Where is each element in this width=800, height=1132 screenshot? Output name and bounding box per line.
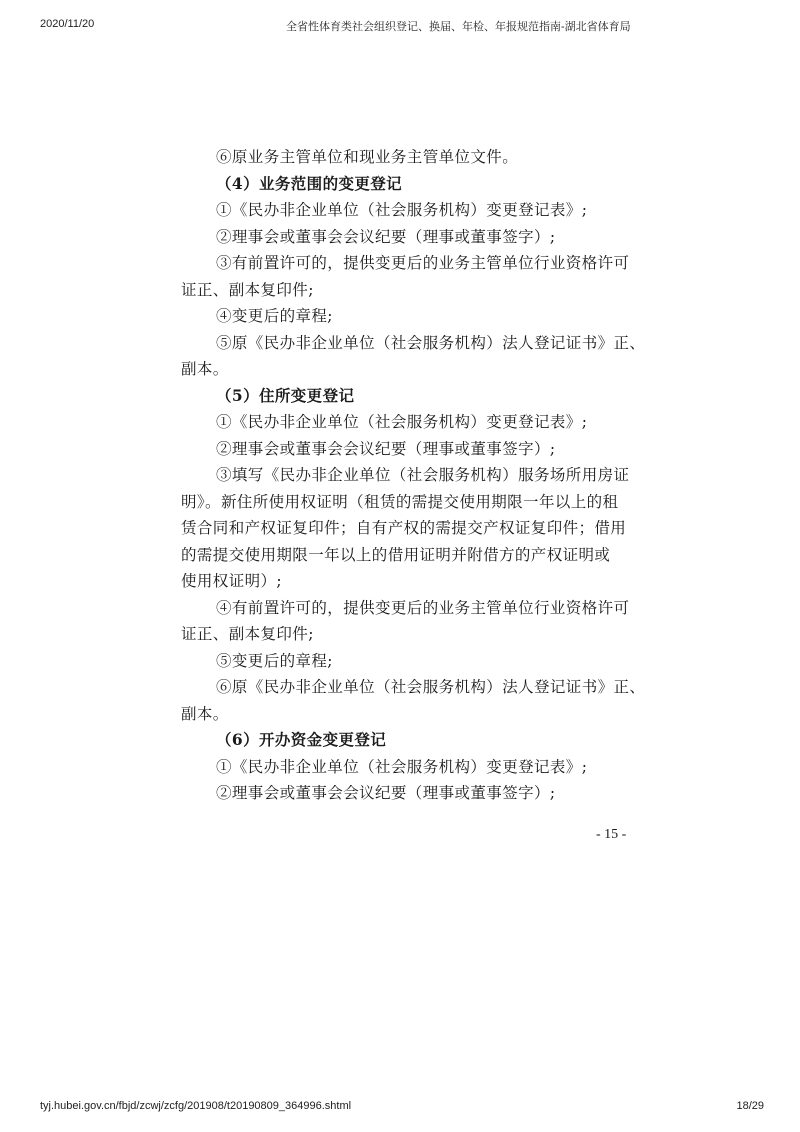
body-line: 的需提交使用期限一年以上的借用证明并附借方的产权证明或 — [181, 545, 611, 564]
section-heading: （4）业务范围的变更登记 — [216, 173, 403, 193]
section-heading: （5）住所变更登记 — [216, 385, 355, 405]
body-line: ①《民办非企业单位（社会服务机构）变更登记表》; — [216, 757, 588, 776]
body-line: ⑥原《民办非企业单位（社会服务机构）法人登记证书》正、 — [216, 678, 646, 696]
page-number: - 15 - — [596, 827, 627, 842]
body-line: 使用权证明）; — [181, 572, 283, 590]
body-line: ②理事会或董事会会议纪要（理事或董事签字）; — [216, 439, 556, 458]
body-line: ⑤原《民办非企业单位（社会服务机构）法人登记证书》正、 — [216, 333, 646, 352]
body-line: 证正、副本复印件; — [181, 280, 314, 299]
body-line: ③有前置许可的，提供变更后的业务主管单位行业资格许可 — [216, 254, 630, 272]
body-line: ④变更后的章程; — [216, 307, 333, 325]
body-line: 赁合同和产权证复印件；自有产权的需提交产权证复印件；借用 — [181, 519, 627, 537]
body-line: 副本。 — [181, 360, 229, 378]
page-url: tyj.hubei.gov.cn/fbjd/zcwj/zcfg/201908/t20190809_364996.shtml — [40, 1100, 352, 1112]
body-line: ①《民办非企业单位（社会服务机构）变更登记表》; — [216, 201, 588, 219]
body-line: ⑥原业务主管单位和现业务主管单位文件。 — [216, 148, 519, 166]
body-line: 副本。 — [181, 704, 229, 723]
print-date: 2020/11/20 — [40, 18, 95, 30]
body-line: ②理事会或董事会会议纪要（理事或董事签字）; — [216, 227, 556, 246]
document-body — [181, 144, 646, 807]
print-header — [0, 18, 800, 34]
body-line: 证正、副本复印件; — [181, 625, 314, 643]
print-footer — [0, 1100, 800, 1116]
section-heading: （6）开办资金变更登记 — [216, 730, 387, 749]
body-line: ⑤变更后的章程; — [216, 651, 333, 670]
body-line: ④有前置许可的，提供变更后的业务主管单位行业资格许可 — [216, 598, 630, 617]
document-title: 全省性体育类社会组织登记、换届、年检、年报规范指南-湖北省体育局 — [286, 21, 631, 33]
body-line: ②理事会或董事会会议纪要（理事或董事签字）; — [216, 784, 556, 802]
body-line: ①《民办非企业单位（社会服务机构）变更登记表》; — [216, 413, 588, 431]
print-page-counter: 18/29 — [736, 1100, 764, 1112]
body-line: ③填写《民办非企业单位（社会服务机构）服务场所用房证 — [216, 466, 630, 484]
body-line: 明》。新住所使用权证明（租赁的需提交使用期限一年以上的租 — [181, 492, 619, 511]
